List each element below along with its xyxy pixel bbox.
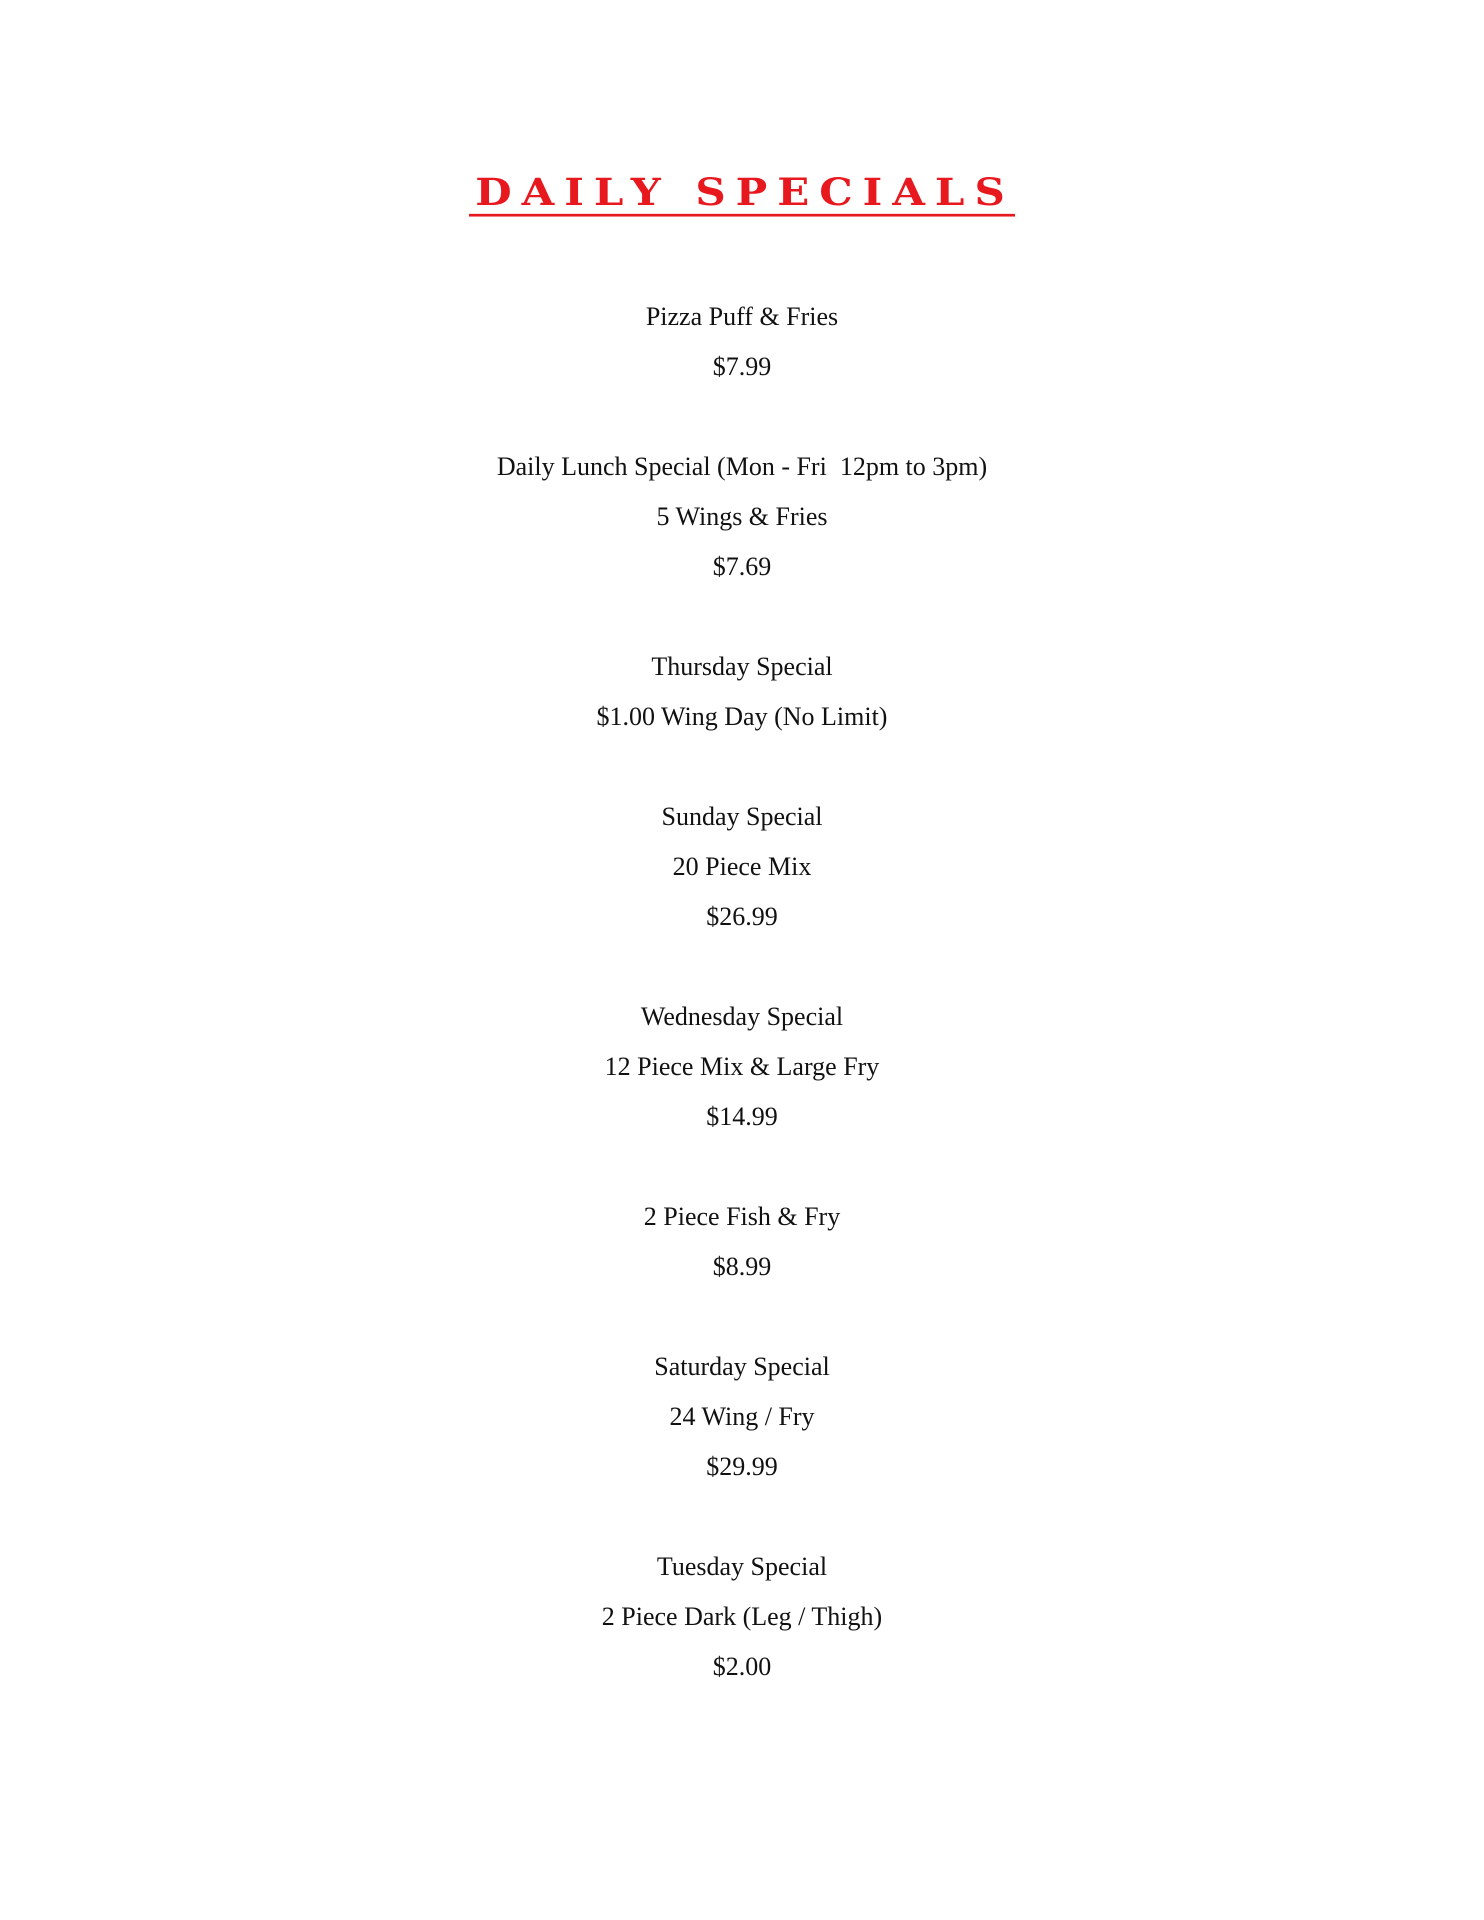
special-description: 12 Piece Mix & Large Fry: [604, 1052, 880, 1081]
special-price: $8.99: [712, 1252, 772, 1281]
special-name: Sunday Special: [661, 802, 823, 831]
special-name: Pizza Puff & Fries: [645, 302, 839, 331]
special-thursday: [0, 642, 1484, 742]
special-description: 2 Piece Dark (Leg / Thigh): [601, 1602, 883, 1631]
special-name: Thursday Special: [651, 652, 833, 681]
special-pizza-puff: [0, 292, 1484, 392]
special-wednesday: [0, 992, 1484, 1142]
special-price: $2.00: [712, 1652, 772, 1681]
special-price: $7.69: [712, 552, 772, 581]
special-description: 5 Wings & Fries: [656, 502, 828, 531]
special-name: Wednesday Special: [640, 1002, 844, 1031]
special-price: $7.99: [712, 352, 772, 381]
special-price: $26.99: [706, 902, 778, 931]
special-description: 20 Piece Mix: [672, 852, 812, 881]
page-title-text: DAILY SPECIALS: [469, 172, 1015, 216]
special-name: 2 Piece Fish & Fry: [643, 1202, 841, 1231]
special-fish-fry: [0, 1192, 1484, 1292]
special-description: 24 Wing / Fry: [669, 1402, 815, 1431]
special-description: $1.00 Wing Day (No Limit): [596, 702, 888, 731]
special-name: Daily Lunch Special (Mon - Fri 12pm to 3pm): [496, 452, 988, 481]
specials-list: [0, 292, 1484, 1742]
special-saturday: [0, 1342, 1484, 1492]
special-price: $29.99: [706, 1452, 778, 1481]
special-name: Saturday Special: [654, 1352, 830, 1381]
special-daily-lunch: [0, 442, 1484, 592]
special-name: Tuesday Special: [656, 1552, 828, 1581]
page-title: [0, 170, 1484, 219]
special-price: $14.99: [706, 1102, 778, 1131]
special-sunday: [0, 792, 1484, 942]
special-tuesday: [0, 1542, 1484, 1692]
